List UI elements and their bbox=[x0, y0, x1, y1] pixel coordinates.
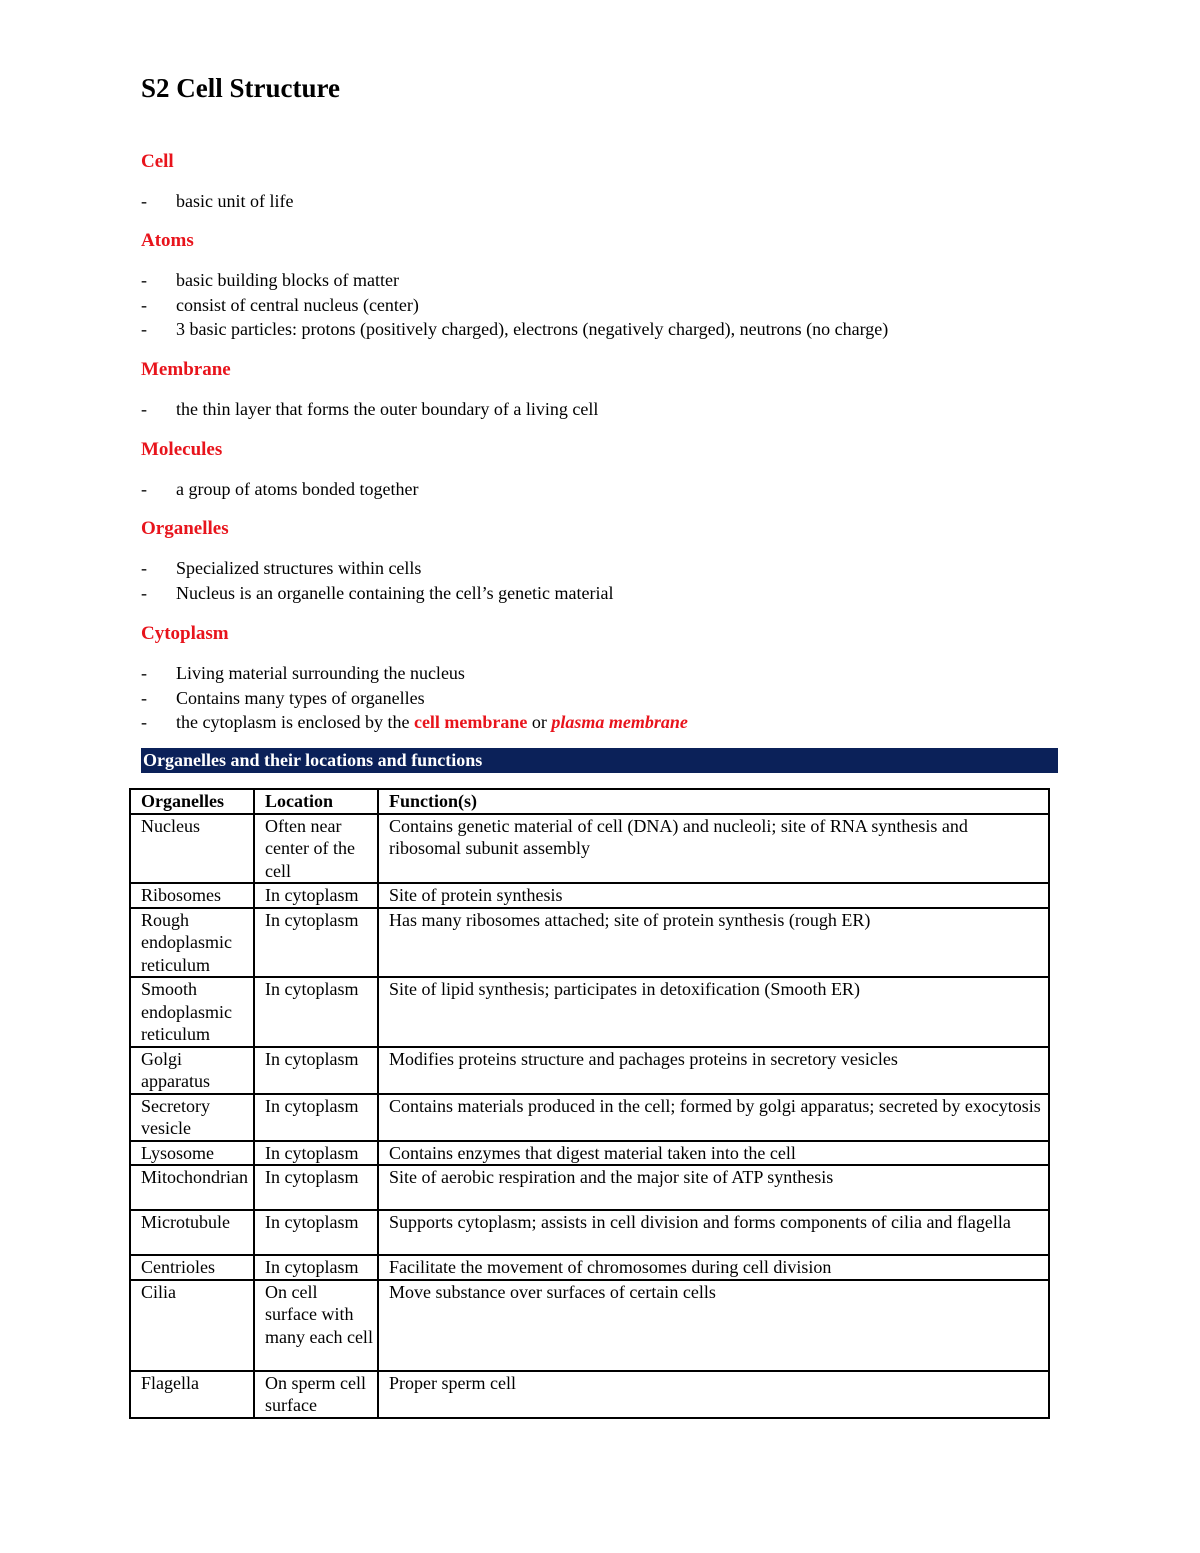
list-item-text: consist of central nucleus (center) bbox=[176, 294, 419, 315]
dash-marker: - bbox=[141, 558, 147, 578]
section-organelles bbox=[141, 517, 1071, 605]
list-item bbox=[141, 661, 1071, 686]
list-item-text: the cytoplasm is enclosed by the bbox=[176, 712, 414, 732]
dash-marker: - bbox=[141, 582, 147, 603]
table-row bbox=[130, 1094, 1049, 1141]
list-item bbox=[141, 477, 1071, 502]
bullet-list bbox=[141, 661, 1071, 735]
location-cell: In cytoplasm bbox=[254, 1165, 378, 1210]
function-cell: Modifies proteins structure and pachages proteins in secretory vesicles bbox=[378, 1047, 1049, 1094]
organelle-cell: Secretory vesicle bbox=[130, 1094, 254, 1141]
bullet-list bbox=[141, 556, 1071, 605]
organelle-cell: Cilia bbox=[130, 1280, 254, 1371]
location-cell: In cytoplasm bbox=[254, 1047, 378, 1094]
list-item-text: a group of atoms bonded together bbox=[176, 479, 419, 499]
list-item bbox=[141, 710, 1071, 735]
location-cell: In cytoplasm bbox=[254, 1210, 378, 1255]
table-row bbox=[130, 1210, 1049, 1255]
section-membrane bbox=[141, 358, 1071, 422]
organelle-cell: Centrioles bbox=[130, 1255, 254, 1280]
organelle-cell: Flagella bbox=[130, 1371, 254, 1418]
location-cell: In cytoplasm bbox=[254, 1141, 378, 1166]
table-body bbox=[130, 814, 1049, 1418]
bullet-list bbox=[141, 268, 1071, 342]
location-cell: On sperm cell surface bbox=[254, 1371, 378, 1418]
table-row bbox=[130, 977, 1049, 1047]
section-heading: Atoms bbox=[141, 230, 194, 251]
header-organelles: Organelles bbox=[130, 789, 254, 814]
function-cell: Site of aerobic respiration and the major site of ATP synthesis bbox=[378, 1165, 1049, 1210]
table-row bbox=[130, 1255, 1049, 1280]
function-cell: Facilitate the movement of chromosomes during cell division bbox=[378, 1255, 1049, 1280]
list-item bbox=[141, 317, 1071, 342]
section-heading: Molecules bbox=[141, 439, 223, 460]
header-location: Location bbox=[254, 789, 378, 814]
table-row bbox=[130, 908, 1049, 978]
header-functions: Function(s) bbox=[378, 789, 1049, 814]
list-item bbox=[141, 293, 1071, 318]
function-cell: Move substance over surfaces of certain cells bbox=[378, 1280, 1049, 1371]
cell-membrane-term: cell membrane bbox=[413, 712, 528, 732]
location-cell: In cytoplasm bbox=[254, 908, 378, 978]
section-heading: Cell bbox=[141, 151, 174, 172]
dash-marker: - bbox=[141, 191, 147, 211]
table-banner: Organelles and their locations and functions bbox=[141, 748, 1058, 773]
location-cell: In cytoplasm bbox=[254, 977, 378, 1047]
bullet-list bbox=[141, 397, 1071, 422]
list-item-text: Living material surrounding the nucleus bbox=[176, 663, 465, 683]
organelle-cell: Ribosomes bbox=[130, 883, 254, 908]
dash-marker: - bbox=[141, 687, 147, 708]
table-row bbox=[130, 1371, 1049, 1418]
organelle-cell: Nucleus bbox=[130, 814, 254, 884]
organelle-cell: Smooth endoplasmic reticulum bbox=[130, 977, 254, 1047]
list-item bbox=[141, 189, 1071, 214]
section-cell bbox=[141, 150, 1071, 214]
organelles-table bbox=[129, 788, 1050, 1419]
function-cell: Site of lipid synthesis; participates in detoxification (Smooth ER) bbox=[378, 977, 1049, 1047]
location-cell: In cytoplasm bbox=[254, 883, 378, 908]
dash-marker: - bbox=[141, 270, 147, 290]
organelle-cell: Rough endoplasmic reticulum bbox=[130, 908, 254, 978]
list-item-text: basic building blocks of matter bbox=[176, 270, 399, 290]
function-cell: Site of protein synthesis bbox=[378, 883, 1049, 908]
table-row bbox=[130, 814, 1049, 884]
location-cell: In cytoplasm bbox=[254, 1094, 378, 1141]
plasma-membrane-term: plasma membrane bbox=[551, 712, 688, 732]
function-cell: Contains enzymes that digest material taken into the cell bbox=[378, 1141, 1049, 1166]
table-row bbox=[130, 1165, 1049, 1210]
list-item bbox=[141, 397, 1071, 422]
list-item-text: Contains many types of organelles bbox=[176, 687, 425, 708]
function-cell: Proper sperm cell bbox=[378, 1371, 1049, 1418]
dash-marker: - bbox=[141, 399, 147, 419]
table-row bbox=[130, 1047, 1049, 1094]
dash-marker: - bbox=[141, 319, 147, 339]
list-item-text: basic unit of life bbox=[176, 191, 294, 211]
function-cell: Supports cytoplasm; assists in cell division and forms components of cilia and flagella bbox=[378, 1210, 1049, 1255]
list-item-text: 3 basic particles: protons (positively charged), electrons (negatively charged), neutrons (no charge) bbox=[176, 319, 889, 339]
table-row bbox=[130, 883, 1049, 908]
organelle-cell: Golgi apparatus bbox=[130, 1047, 254, 1094]
organelle-cell: Lysosome bbox=[130, 1141, 254, 1166]
dash-marker: - bbox=[141, 479, 147, 499]
location-cell: In cytoplasm bbox=[254, 1255, 378, 1280]
section-heading: Membrane bbox=[141, 359, 231, 380]
dash-marker: - bbox=[141, 294, 147, 315]
section-heading: Organelles bbox=[141, 518, 229, 539]
dash-marker: - bbox=[141, 663, 147, 683]
function-cell: Has many ribosomes attached; site of protein synthesis (rough ER) bbox=[378, 908, 1049, 978]
list-item-text: Specialized structures within cells bbox=[176, 558, 422, 578]
bullet-list bbox=[141, 477, 1071, 502]
dash-marker: - bbox=[141, 712, 147, 732]
page-title: S2 Cell Structure bbox=[141, 73, 340, 103]
section-atoms bbox=[141, 229, 1071, 342]
list-item-text: the thin layer that forms the outer boundary of a living cell bbox=[176, 399, 599, 419]
location-cell: On cell surface with many each cell bbox=[254, 1280, 378, 1371]
section-cytoplasm bbox=[141, 622, 1071, 735]
organelle-cell: Microtubule bbox=[130, 1210, 254, 1255]
list-item bbox=[141, 581, 1071, 606]
table-header-row bbox=[130, 789, 1049, 814]
function-cell: Contains materials produced in the cell; formed by golgi apparatus; secreted by exocytosis bbox=[378, 1094, 1049, 1141]
section-heading: Cytoplasm bbox=[141, 623, 229, 644]
list-item-text: Nucleus is an organelle containing the cell’s genetic material bbox=[176, 582, 614, 603]
list-item bbox=[141, 556, 1071, 581]
joiner-text: or bbox=[527, 712, 552, 732]
location-cell: Often near center of the cell bbox=[254, 814, 378, 884]
list-item bbox=[141, 686, 1071, 711]
organelle-cell: Mitochondrian bbox=[130, 1165, 254, 1210]
function-cell: Contains genetic material of cell (DNA) and nucleoli; site of RNA synthesis and ribosomal subunit assembly bbox=[378, 814, 1049, 884]
table-row bbox=[130, 1141, 1049, 1166]
table-row bbox=[130, 1280, 1049, 1371]
section-molecules bbox=[141, 438, 1071, 502]
bullet-list bbox=[141, 189, 1071, 214]
list-item bbox=[141, 268, 1071, 293]
